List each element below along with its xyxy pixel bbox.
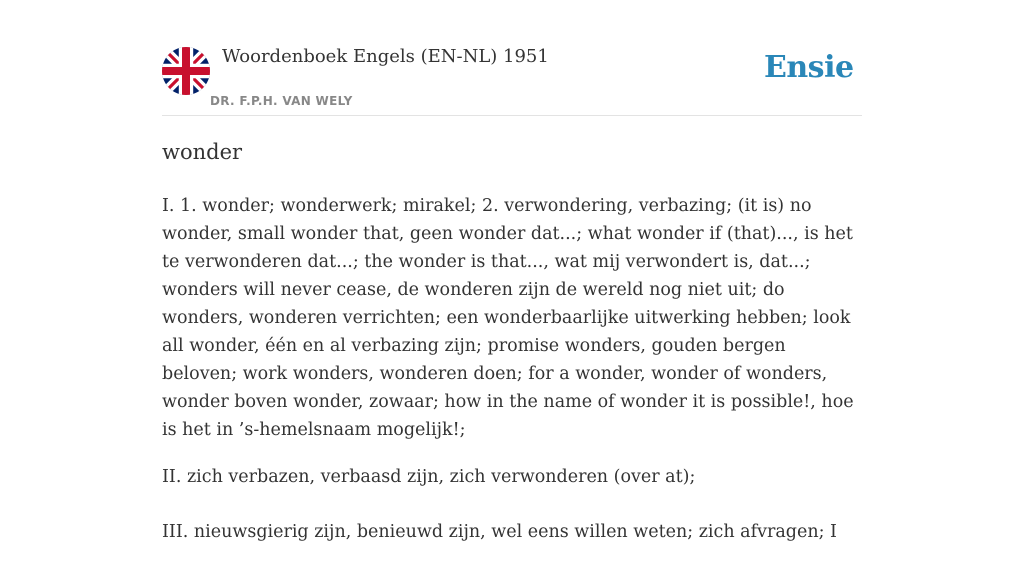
- dictionary-author: DR. F.P.H. VAN WELY: [210, 94, 353, 108]
- definition-2: II. zich verbazen, verbaasd zijn, zich verwonderen (over at);: [162, 467, 696, 487]
- uk-flag-icon: [162, 47, 210, 95]
- header-divider: [162, 115, 862, 116]
- entry-definitions: [162, 192, 862, 565]
- definition-1: I. 1. wonder; wonderwerk; mirakel; 2. verwondering, verbazing; (it is) no wonder, small wonder that, geen wonder dat...; what wonder if (that)..., is het te verwonderen dat...; the wonder is that..., wat mij verwondert is, dat...; wonders will never cease, de wonderen zijn de wereld nog niet uit; do wonders, wonderen verrichten; een wonderbaarlijke uitwerking hebben; look all wonder, één en al verbazing zijn; promise wonders, gouden bergen beloven; work wonders, wonderen doen; for a wonder, wonder of wonders, wonder boven wonder, zowaar; how in the name of wonder it is possible!, hoe is het in ’s-hemelsnaam mogelijk!;: [162, 196, 854, 440]
- entry-headword: wonder: [162, 140, 243, 164]
- dictionary-title[interactable]: Woordenboek Engels (EN-NL) 1951: [222, 46, 549, 67]
- definition-3: III. nieuwsgierig zijn, benieuwd zijn, wel eens willen weten; zich afvragen; I: [162, 522, 837, 542]
- ensie-logo-link[interactable]: Ensie: [764, 50, 854, 85]
